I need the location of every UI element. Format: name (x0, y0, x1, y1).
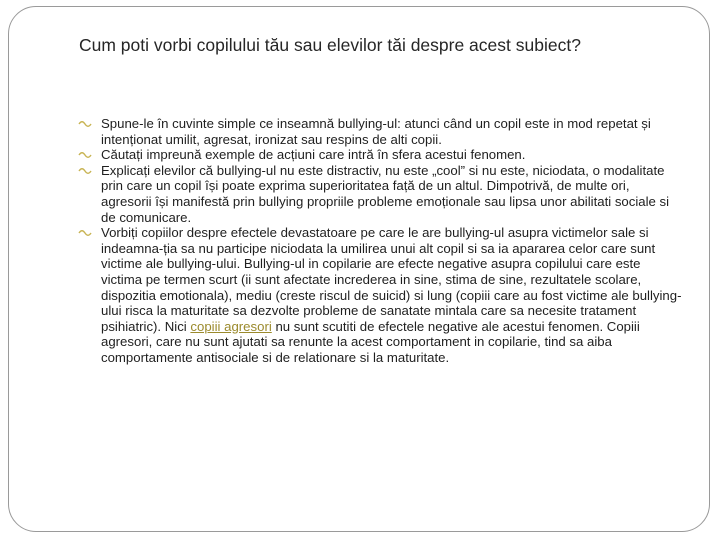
bullet-item (78, 116, 682, 147)
bullet-icon (78, 167, 92, 175)
bullet-text: Explicați elevilor că bullying-ul nu este distractiv, nu este „cool” si nu este, niciodata, o modalitate prin care un copil își poate exprima superioritatea față de un altul. Dimpotrivă, de multe ori, agresorii își manifestă prin bullying propriile probleme emoționale sau lipsa unor abilitati sociale si de comunicare. (101, 162, 670, 225)
bullet-icon (78, 120, 92, 128)
copiii-agresori-link[interactable]: copiii agresori (190, 318, 272, 334)
slide-title: Cum poti vorbi copilului tău sau elevilor tăi despre acest subiect? (79, 35, 581, 55)
bullet-text: Căutați impreună exemple de acțiuni care intră în sfera acestui fenomen. (101, 147, 526, 163)
bullet-icon (78, 229, 92, 237)
bullet-icon (78, 151, 92, 159)
bullet-list (78, 116, 682, 366)
bullet-text: Spune-le în cuvinte simple ce inseamnă bullying-ul: atunci când un copil este in mod repetat și intenționat umilit, agresat, ironizat sau respins de alti copii. (101, 116, 651, 147)
bullet-text-after: nu sunt scutiti de efectele negative ale acestui fenomen. Copiii agresori, care nu sunt ajutati sa renunte la acest comportament in copilarie, tind sa aiba comportamente antisociale si de relationare si la maturitate. (101, 318, 640, 365)
bullet-item (78, 225, 682, 365)
bullet-item (78, 163, 682, 225)
bullet-item (78, 147, 682, 163)
bullet-text-before: Vorbiți copiilor despre efectele devastatoare pe care le are bullying-ul asupra victimelor sale si indeamna-ția sa nu participe niciodata la umilirea unui alt copil si sa ia apararea celor care sunt victime ale bullying-ului. Bullying-ul in copilarie are efecte negative asupra copilului care este victima pe termen scurt (ii sunt afectate increderea in sine, stima de sine, rezultatele scolare, dispozitia emotionala), mediu (creste riscul de suicid) si lung (copiii care au fost victime ale bullying-ului risca la maturitate sa dezvolte probleme de sanatate mintala care sa necesite tratament psihiatric). Nici (101, 225, 682, 334)
